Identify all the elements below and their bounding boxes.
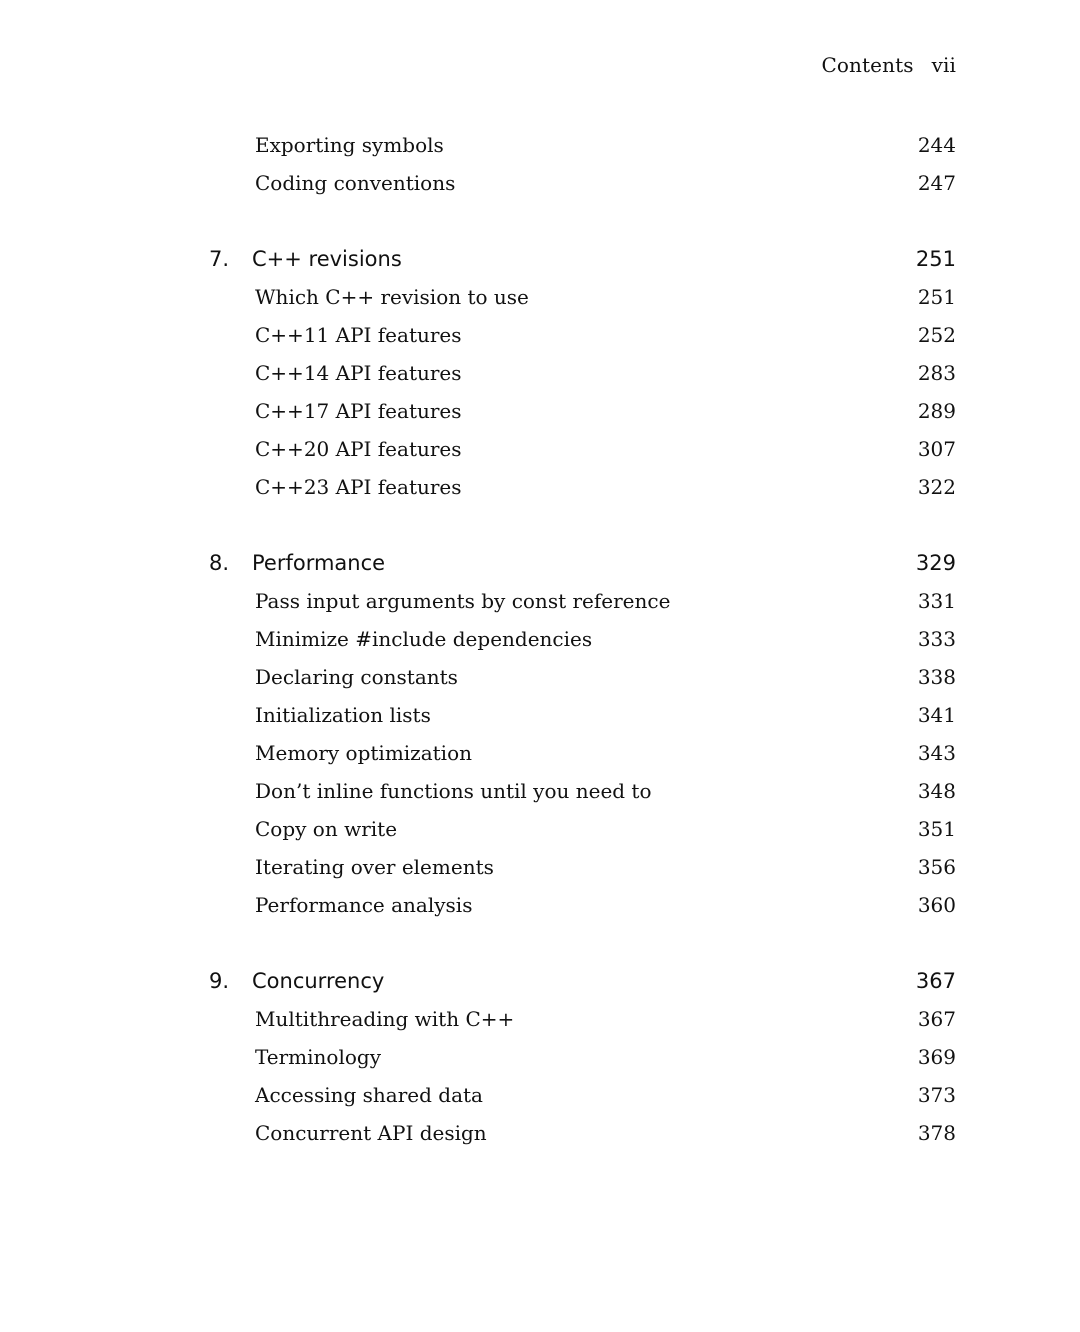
toc-entry-title: Copy on write	[255, 817, 398, 841]
toc-entry-title: Iterating over elements	[255, 855, 494, 879]
toc-entry-title: C++17 API features	[255, 399, 462, 423]
toc-entry-page: 331	[917, 589, 956, 613]
toc-entry-page: 338	[917, 665, 956, 689]
toc-entry	[0, 354, 1080, 392]
toc-entry-title: Accessing shared data	[255, 1083, 483, 1107]
toc-entry-title: Initialization lists	[255, 703, 431, 727]
toc-entry-page: 307	[917, 437, 956, 461]
toc-entry	[0, 430, 1080, 468]
toc-entry-page: 251	[917, 285, 956, 309]
toc-entry	[0, 886, 1080, 924]
toc-entry-title: Terminology	[255, 1045, 382, 1069]
toc-chapter-8	[0, 544, 1080, 582]
chapter-title: Performance	[252, 551, 386, 575]
chapter-title: C++ revisions	[252, 247, 402, 271]
toc-entry-title: C++23 API features	[255, 475, 462, 499]
toc-entry	[0, 1076, 1080, 1114]
toc-entry	[0, 164, 1080, 202]
toc-entry-title: C++11 API features	[255, 323, 462, 347]
toc-entry-title: Memory optimization	[255, 741, 472, 765]
toc-entry-title: Declaring constants	[255, 665, 458, 689]
toc-entry-title: Don’t inline functions until you need to	[255, 779, 652, 803]
toc-entry	[0, 696, 1080, 734]
toc-entry-page: 244	[917, 133, 956, 157]
toc-entry-title: Performance analysis	[255, 893, 473, 917]
toc-entry-page: 360	[917, 893, 956, 917]
chapter-number: 7.	[209, 247, 230, 271]
chapter-number: 9.	[209, 969, 230, 993]
toc-chapter-7	[0, 240, 1080, 278]
table-of-contents	[0, 126, 1080, 1152]
running-head	[822, 50, 957, 80]
toc-entry	[0, 582, 1080, 620]
toc-entry-page: 252	[917, 323, 956, 347]
toc-chapter-9	[0, 962, 1080, 1000]
toc-entry-page: 373	[917, 1083, 956, 1107]
toc-entry-title: C++20 API features	[255, 437, 462, 461]
toc-entry	[0, 468, 1080, 506]
chapter-page: 367	[915, 969, 956, 993]
toc-entry	[0, 620, 1080, 658]
toc-entry-page: 378	[917, 1121, 956, 1145]
toc-entry-page: 333	[917, 627, 956, 651]
toc-entry-title: Minimize #include dependencies	[255, 627, 593, 651]
toc-entry	[0, 126, 1080, 164]
toc-entry	[0, 810, 1080, 848]
toc-entry-page: 367	[917, 1007, 956, 1031]
toc-entry	[0, 1000, 1080, 1038]
toc-entry-title: C++14 API features	[255, 361, 462, 385]
toc-entry-title: Pass input arguments by const reference	[255, 589, 671, 613]
toc-entry	[0, 772, 1080, 810]
toc-entry	[0, 278, 1080, 316]
toc-entry	[0, 392, 1080, 430]
running-head-title: Contents	[821, 53, 914, 77]
toc-entry	[0, 848, 1080, 886]
toc-entry	[0, 1038, 1080, 1076]
toc-entry-page: 348	[917, 779, 956, 803]
toc-entry-page: 247	[917, 171, 956, 195]
toc-entry-page: 322	[917, 475, 956, 499]
toc-entry-page: 351	[917, 817, 956, 841]
toc-entry-page: 289	[917, 399, 956, 423]
toc-entry-title: Which C++ revision to use	[255, 285, 529, 309]
toc-entry-title: Concurrent API design	[255, 1121, 487, 1145]
toc-entry	[0, 658, 1080, 696]
toc-entry	[0, 1114, 1080, 1152]
toc-entry-title: Multithreading with C++	[255, 1007, 515, 1031]
toc-entry-page: 369	[917, 1045, 956, 1069]
toc-entry-title: Exporting symbols	[255, 133, 444, 157]
chapter-page: 251	[915, 247, 956, 271]
toc-entry-page: 356	[917, 855, 956, 879]
toc-entry-title: Coding conventions	[255, 171, 456, 195]
chapter-title: Concurrency	[252, 969, 385, 993]
toc-entry-page: 343	[917, 741, 956, 765]
chapter-page: 329	[915, 551, 956, 575]
toc-entry	[0, 734, 1080, 772]
running-head-page-number: vii	[931, 53, 956, 77]
toc-entry	[0, 316, 1080, 354]
chapter-number: 8.	[209, 551, 230, 575]
toc-entry-page: 341	[917, 703, 956, 727]
toc-entry-page: 283	[917, 361, 956, 385]
